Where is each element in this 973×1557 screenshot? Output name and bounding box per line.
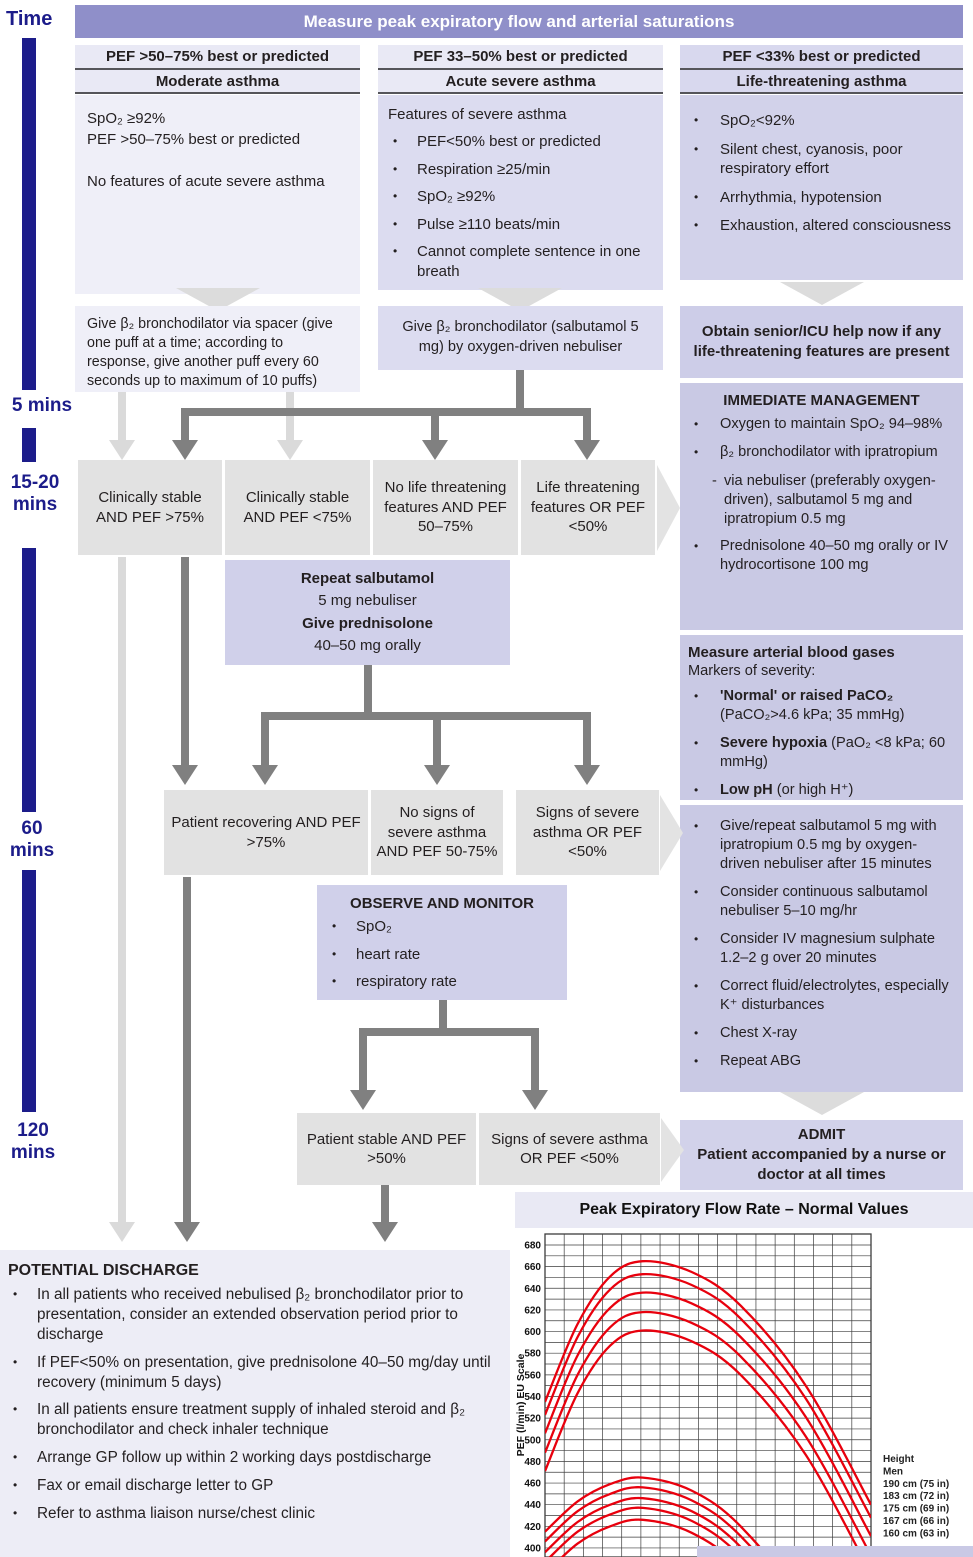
treatment-bullet: [688, 883, 955, 921]
sub-dash: -: [712, 472, 717, 489]
flow-connector: [181, 408, 591, 416]
moderate-features-box: [75, 95, 360, 294]
item-text: Oxygen to maintain SpO₂ 94–98%: [720, 416, 943, 433]
feature-bullet: [388, 160, 653, 180]
bullet-dot: •: [332, 946, 337, 961]
feature-bullet: [688, 216, 955, 236]
monitor-bullet: [327, 945, 557, 965]
item-text: Respiration ≥25/min: [417, 160, 551, 178]
item-text: Exhaustion, altered consciousness: [720, 217, 951, 234]
management-bullet: [688, 415, 955, 434]
discharge-bullet: [8, 1476, 500, 1496]
decision-clinically-stable-pef-lt75: Clinically stable AND PEF <75%: [225, 460, 370, 555]
item-text: In all patients who received nebulised β₂ bronchodilator prior to presentation, consider an extended observation period prior to discharge: [37, 1286, 464, 1343]
potential-discharge-box: [0, 1250, 510, 1557]
life-threatening-column-title: Life-threatening asthma: [680, 70, 963, 94]
item-text: Silent chest, cyanosis, poor respiratory effort: [720, 140, 903, 177]
treatment-bullet: [688, 1052, 955, 1071]
bullet-dot: •: [694, 736, 699, 751]
severity-marker-bullet: [688, 781, 955, 800]
feature-line: [87, 130, 348, 151]
item-text: SpO₂: [356, 918, 392, 935]
item-text: Low pH (or high H⁺): [720, 782, 854, 799]
severe-features-list: [388, 132, 653, 281]
right-chevron: [660, 795, 683, 871]
item-text: Correct fluid/electrolytes, especially K⁺ disturbances: [720, 977, 949, 1013]
ongoing-treatment-box: [680, 805, 963, 1092]
life-threatening-features-box: [680, 95, 963, 280]
monitor-bullet: [327, 972, 557, 992]
severity-marker-bullet: [688, 687, 955, 725]
bullet-dot: •: [13, 1450, 18, 1465]
timeline-label-15-20-mins: 15-20 mins: [10, 472, 60, 515]
timeline-bar: [22, 548, 36, 812]
blood-gases-list: [688, 687, 955, 800]
decision-clinically-stable-pef-gt75: Clinically stable AND PEF >75%: [78, 460, 222, 555]
discharge-bullet: [8, 1504, 500, 1524]
management-bullet: [712, 472, 955, 529]
timeline-label-60-mins: 60 mins: [9, 818, 55, 861]
cutoff-panel-strip: [697, 1546, 973, 1557]
down-arrow: [780, 282, 864, 305]
flow-connector: [359, 1036, 367, 1090]
treatment-bullet: [688, 977, 955, 1015]
svg-text:183 cm (72 in): 183 cm (72 in): [883, 1491, 950, 1503]
bullet-dot: •: [13, 1402, 18, 1417]
svg-text:560: 560: [524, 1370, 541, 1382]
flow-connector: [364, 665, 372, 712]
repeat-salbutamol-box: [225, 560, 510, 665]
svg-text:480: 480: [524, 1456, 541, 1468]
bullet-dot: •: [694, 884, 699, 899]
flow-connector: [261, 720, 269, 765]
bullet-dot: •: [694, 141, 699, 156]
feature-bullet: [388, 187, 653, 207]
discharge-bullet: [8, 1400, 500, 1440]
admit-title: ADMIT: [797, 1125, 846, 1143]
flow-arrow-head: [422, 440, 448, 460]
bullet-dot: •: [694, 819, 699, 833]
item-text: If PEF<50% on presentation, give prednisolone 40–50 mg/day until recovery (minimum 5 days): [37, 1353, 491, 1391]
decision-no-life-threatening-pef-50-75: No life threatening features AND PEF 50–75%: [373, 460, 518, 555]
bullet-dot: •: [694, 978, 699, 993]
treatment-line: [301, 568, 434, 591]
potential-discharge-title: POTENTIAL DISCHARGE: [8, 1262, 199, 1279]
item-text: Consider IV magnesium sulphate 1.2–2 g over 20 minutes: [720, 930, 935, 966]
flow-arrow: [183, 877, 191, 1222]
admit-text: Patient accompanied by a nurse or doctor at all times: [697, 1145, 946, 1184]
svg-text:PEF (l/min) EU Scale: PEF (l/min) EU Scale: [515, 1353, 527, 1457]
svg-text:680: 680: [524, 1240, 541, 1252]
bullet-dot: •: [332, 919, 337, 933]
svg-text:500: 500: [524, 1435, 541, 1447]
flow-arrow: [381, 1185, 389, 1222]
svg-text:440: 440: [524, 1500, 541, 1512]
bullet-dot: •: [694, 445, 699, 460]
item-text: Repeat salbutamol: [300, 569, 435, 587]
item-text: Arrhythmia, hypotension: [720, 188, 882, 206]
item-text: 5 mg nebuliser: [318, 592, 417, 609]
bullet-dot: •: [393, 189, 398, 203]
chart-title: Peak Expiratory Flow Rate – Normal Values: [515, 1192, 973, 1228]
flow-connector: [531, 1036, 539, 1090]
decision-no-signs-severe: No signs of severe asthma AND PEF 50-75%: [371, 790, 503, 875]
svg-text:420: 420: [524, 1521, 541, 1533]
observe-monitor-title: OBSERVE AND MONITOR: [350, 895, 534, 912]
item-text: 40–50 mg orally: [314, 637, 421, 654]
bullet-dot: •: [332, 974, 337, 988]
item-text: Consider continuous salbutamol nebuliser 5–10 mg/hr: [720, 883, 928, 919]
svg-text:Men: Men: [883, 1466, 903, 1478]
flow-arrow-head: [174, 1222, 200, 1242]
potential-discharge-list: [8, 1285, 500, 1524]
flow-arrow: [181, 557, 189, 765]
bullet-dot: •: [694, 689, 699, 704]
flow-arrow-head: [350, 1090, 376, 1110]
feature-bullet: [688, 140, 955, 179]
svg-text:175 cm (69 in): 175 cm (69 in): [883, 1503, 950, 1515]
bullet-dot: •: [393, 216, 398, 231]
flow-connector: [433, 720, 441, 765]
flow-arrow-head: [109, 1222, 135, 1242]
timeline-bar: [22, 38, 36, 390]
feature-line: [87, 172, 348, 193]
observe-monitor-box: [317, 885, 567, 1000]
item-text: PEF >50–75% best or predicted: [87, 131, 301, 148]
discharge-bullet: [8, 1285, 500, 1345]
item-text: heart rate: [356, 945, 421, 963]
decision-life-threatening-pef-lt50: Life threatening features OR PEF <50%: [521, 460, 655, 555]
flow-arrow: [118, 392, 126, 440]
action-box-moderate: Give β₂ bronchodilator via spacer (give one puff at a time; according to response, give another puff every 60 seconds up to maximum of 10 puffs): [75, 306, 360, 392]
right-chevron: [657, 465, 680, 551]
item-text: Pulse ≥110 beats/min: [417, 215, 561, 233]
moderate-column-title: Moderate asthma: [75, 70, 360, 94]
flow-connector: [516, 370, 524, 412]
treatment-bullet: [688, 1024, 955, 1043]
svg-text:640: 640: [524, 1283, 541, 1295]
flow-arrow-head: [574, 440, 600, 460]
discharge-bullet: [8, 1448, 500, 1468]
decision-signs-severe-60: Signs of severe asthma OR PEF <50%: [516, 790, 659, 875]
severity-marker-bullet: [688, 734, 955, 772]
bullet-dot: •: [694, 539, 699, 554]
bullet-dot: •: [13, 1354, 18, 1369]
feature-bullet: [388, 215, 653, 235]
flow-connector: [439, 1000, 447, 1028]
item-text: PEF<50% best or predicted: [417, 133, 601, 150]
bullet-dot: •: [694, 113, 699, 127]
bullet-dot: •: [694, 1025, 699, 1040]
action-box-severe: Give β₂ bronchodilator (salbutamol 5 mg) by oxygen-driven nebuliser: [378, 306, 663, 370]
item-text: Chest X-ray: [720, 1024, 798, 1041]
flow-arrow: [286, 392, 294, 440]
bullet-dot: •: [694, 931, 699, 946]
flow-connector: [583, 416, 591, 442]
item-text: Give/repeat salbutamol 5 mg with ipratropium 0.5 mg by oxygen-driven nebuliser after 15 minutes: [720, 818, 937, 872]
obtain-help-box: Obtain senior/ICU help now if any life-threatening features are present: [680, 306, 963, 378]
item-text: In all patients ensure treatment supply of inhaled steroid and β₂ bronchodilator and check inhaler technique: [37, 1401, 466, 1439]
item-text: SpO₂<92%: [720, 112, 795, 129]
bullet-dot: •: [694, 189, 699, 204]
management-bullet: [688, 537, 955, 575]
immediate-management-title: IMMEDIATE MANAGEMENT: [723, 392, 920, 409]
flow-arrow-head: [574, 765, 600, 785]
flow-connector: [431, 416, 439, 442]
immediate-management-box: [680, 383, 963, 630]
blood-gases-subtitle: Markers of severity:: [688, 663, 816, 680]
feature-bullet: [688, 111, 955, 131]
treatment-line: [318, 590, 416, 613]
monitor-bullet: [327, 917, 557, 937]
bullet-dot: •: [694, 783, 699, 798]
item-text: Fax or email discharge letter to GP: [37, 1477, 274, 1494]
item-text: via nebuliser (preferably oxygen-driven), salbutamol 5 mg and ipratropium 0.5 mg: [724, 472, 936, 527]
blood-gases-title: Measure arterial blood gases: [688, 644, 895, 661]
management-bullet: [688, 443, 955, 462]
feature-line: [87, 151, 348, 172]
bullet-dot: •: [393, 161, 398, 176]
item-text: Cannot complete sentence in one breath: [417, 243, 641, 280]
timeline-bar: [22, 870, 36, 1112]
immediate-management-list: [688, 415, 955, 575]
bullet-dot: •: [393, 134, 398, 148]
severe-features-box: [378, 95, 663, 290]
svg-text:620: 620: [524, 1305, 541, 1317]
item-text: Prednisolone 40–50 mg orally or IV hydrocortisone 100 mg: [720, 538, 948, 574]
flow-arrow-head: [172, 440, 198, 460]
item-text: No features of acute severe asthma: [87, 173, 325, 190]
item-text: SpO₂ ≥92%: [87, 110, 166, 127]
feature-bullet: [688, 188, 955, 208]
item-text: SpO₂ ≥92%: [417, 188, 496, 205]
flow-arrow-head: [372, 1222, 398, 1242]
pef-normal-values-chart: [515, 1230, 973, 1557]
svg-text:190 cm (75 in): 190 cm (75 in): [883, 1478, 950, 1490]
svg-text:Height: Height: [883, 1454, 915, 1465]
svg-text:160 cm (63 in): 160 cm (63 in): [883, 1528, 950, 1540]
treatment-line: [314, 635, 421, 658]
svg-text:520: 520: [524, 1413, 541, 1425]
severe-pef-band: PEF 33–50% best or predicted: [378, 45, 663, 70]
discharge-bullet: [8, 1353, 500, 1393]
page-title: Measure peak expiratory flow and arterial saturations: [75, 5, 963, 38]
flow-connector: [583, 720, 591, 765]
moderate-pef-band: PEF >50–75% best or predicted: [75, 45, 360, 70]
item-text: Give prednisolone: [302, 614, 433, 632]
bullet-dot: •: [694, 1053, 699, 1068]
decision-patient-stable: Patient stable AND PEF >50%: [297, 1113, 476, 1185]
svg-text:540: 540: [524, 1391, 541, 1403]
svg-text:400: 400: [524, 1543, 541, 1555]
flow-connector: [181, 416, 189, 442]
decision-signs-severe-120: Signs of severe asthma OR PEF <50%: [479, 1113, 660, 1185]
item-text: [87, 152, 91, 169]
timeline-label-5-mins: 5 mins: [11, 395, 73, 416]
bullet-dot: •: [13, 1505, 18, 1520]
time-column-label: Time: [6, 8, 53, 30]
item-text: 'Normal' or raised PaCO₂ (PaCO₂>4.6 kPa; 35 mmHg): [720, 688, 905, 724]
observe-monitor-list: [327, 917, 557, 992]
flow-connector: [359, 1028, 539, 1036]
bullet-dot: •: [694, 417, 699, 432]
flow-arrow-head: [424, 765, 450, 785]
flow-connector: [261, 712, 591, 720]
svg-text:460: 460: [524, 1478, 541, 1490]
life-threatening-pef-band: PEF <33% best or predicted: [680, 45, 963, 70]
severe-features-intro: Features of severe asthma: [388, 106, 567, 123]
admit-box: [680, 1120, 963, 1190]
blood-gases-box: [680, 635, 963, 800]
right-chevron: [661, 1118, 684, 1182]
timeline-label-120-mins: 120 mins: [10, 1120, 56, 1163]
bullet-dot: •: [13, 1478, 18, 1492]
decision-patient-recovering: Patient recovering AND PEF >75%: [164, 790, 368, 875]
feature-bullet: [388, 242, 653, 281]
treatment-line: [302, 613, 433, 636]
down-arrow: [780, 1092, 864, 1115]
svg-text:600: 600: [524, 1327, 541, 1339]
item-text: β₂ bronchodilator with ipratropium: [720, 444, 938, 461]
item-text: Arrange GP follow up within 2 working days postdischarge: [37, 1449, 432, 1467]
item-text: respiratory rate: [356, 973, 457, 990]
timeline-bar: [22, 428, 36, 462]
item-text: Severe hypoxia (PaO₂ <8 kPa; 60 mmHg): [720, 735, 946, 771]
item-text: Refer to asthma liaison nurse/chest clinic: [37, 1504, 316, 1522]
flow-arrow-head: [522, 1090, 548, 1110]
feature-bullet: [388, 132, 653, 152]
bullet-dot: •: [694, 218, 699, 232]
svg-text:167 cm (66 in): 167 cm (66 in): [883, 1516, 950, 1527]
item-text: Repeat ABG: [720, 1052, 802, 1069]
treatment-bullet: [688, 930, 955, 968]
flow-arrow: [118, 557, 126, 1222]
bullet-dot: •: [13, 1287, 18, 1301]
flow-arrow-head: [109, 440, 135, 460]
treatment-bullet: [688, 817, 955, 874]
flow-arrow-head: [172, 765, 198, 785]
severe-column-title: Acute severe asthma: [378, 70, 663, 94]
feature-line: [87, 109, 348, 130]
svg-text:660: 660: [524, 1262, 541, 1274]
svg-text:580: 580: [524, 1348, 541, 1360]
flow-arrow-head: [252, 765, 278, 785]
flow-arrow-head: [277, 440, 303, 460]
bullet-dot: •: [393, 244, 398, 258]
